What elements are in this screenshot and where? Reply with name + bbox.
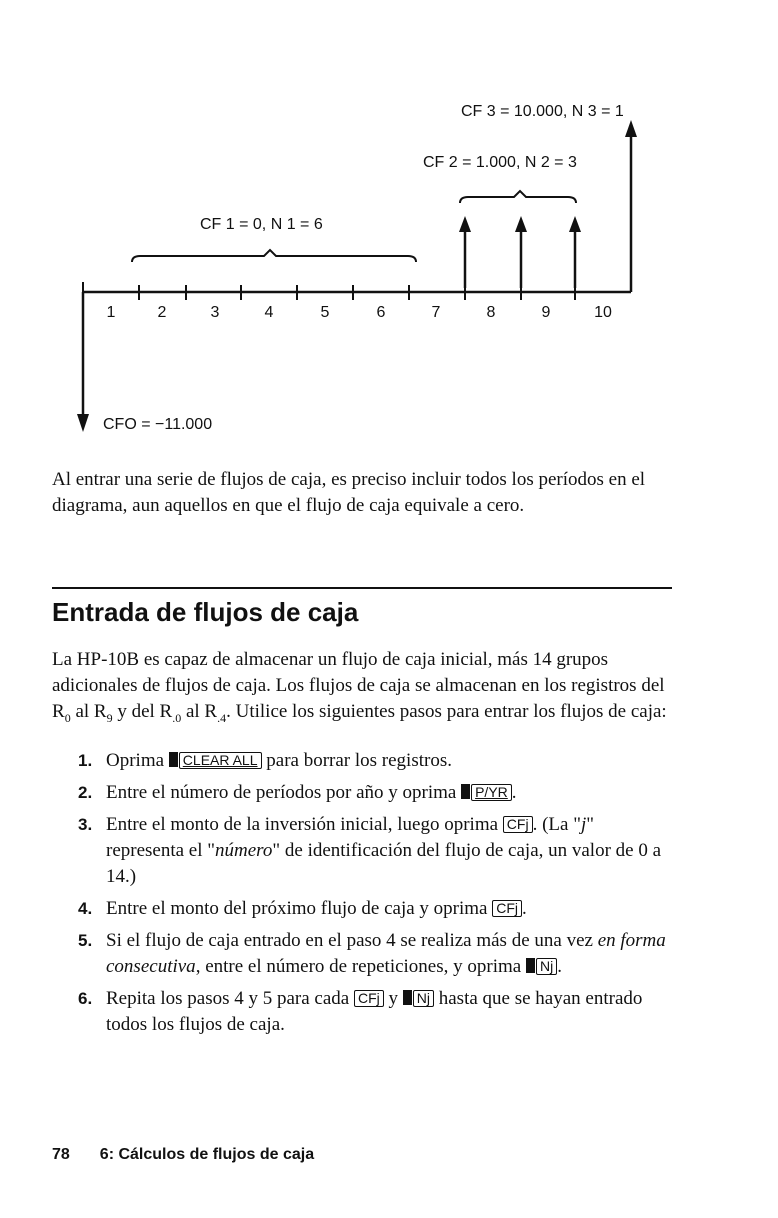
section-divider bbox=[52, 587, 672, 589]
chapter-title: 6: Cálculos de flujos de caja bbox=[99, 1146, 315, 1163]
period-label: 10 bbox=[594, 304, 612, 321]
steps-list bbox=[52, 748, 674, 1044]
page-footer bbox=[52, 1146, 314, 1164]
intro-paragraph: Al entrar una serie de flujos de caja, es preciso incluir todos los períodos en el diagrama, aun aquellos en que el flujo de caja equivale a cero. bbox=[52, 469, 646, 516]
cf2-label: CF 2 = 1.000, N 2 = 3 bbox=[423, 154, 577, 171]
cf3-label: CF 3 = 10.000, N 3 = 1 bbox=[461, 103, 624, 120]
step-number: 3. bbox=[78, 815, 93, 834]
step-item: 4. Entre el monto del próximo flujo de caja y oprima CFj . bbox=[52, 896, 674, 922]
step-number: 1. bbox=[78, 751, 93, 770]
p-yr-key: P/YR bbox=[471, 784, 512, 801]
cash-flow-diagram bbox=[0, 0, 778, 440]
cf1-bracket bbox=[132, 250, 416, 262]
nj-key: Nj bbox=[536, 958, 557, 975]
nj-key: Nj bbox=[413, 990, 434, 1007]
step-number: 5. bbox=[78, 931, 93, 950]
step-item: 3. Entre el monto de la inversión inicial, luego oprima CFj . (La "j" representa el "número" de identificación del flujo de caja, un valor de 0 a 14.) bbox=[78, 814, 662, 887]
cf1-label: CF 1 = 0, N 1 = 6 bbox=[200, 216, 323, 233]
period-label: 1 bbox=[106, 304, 116, 321]
page-number: 78 bbox=[52, 1146, 70, 1163]
step-number: 6. bbox=[78, 989, 93, 1008]
step-item: 6. Repita los pasos 4 y 5 para cada CFj y Nj hasta que se hayan entrado todos los flujos de caja. bbox=[78, 988, 643, 1035]
cfj-key: CFj bbox=[354, 990, 384, 1007]
period-label: 7 bbox=[431, 304, 441, 321]
cf0-label: CFO = −11.000 bbox=[103, 416, 213, 433]
section-paragraph: La HP-10B es capaz de almacenar un flujo de caja inicial, más 14 grupos adicionales de flujos de caja. Los flujos de caja se almacenan en los registros del $R_0$ al $R_9$ y del $R_{.0}$ al $R_{.4}$. Utilice los siguientes pasos para entrar los flujos de caja: bbox=[52, 649, 667, 725]
shift-key-icon bbox=[461, 784, 470, 799]
period-label: 6 bbox=[376, 304, 386, 321]
cfj-key: CFj bbox=[503, 816, 533, 833]
period-label: 9 bbox=[541, 304, 551, 321]
step-number: 2. bbox=[78, 783, 93, 802]
period-label: 3 bbox=[210, 304, 220, 321]
step-item: 1. Oprima CLEAR ALL para borrar los registros. bbox=[52, 748, 674, 774]
cf2-bracket bbox=[460, 191, 576, 203]
period-label: 5 bbox=[320, 304, 330, 321]
section-heading: Entrada de flujos de caja bbox=[52, 597, 359, 627]
step-item: 5. Si el flujo de caja entrado en el paso 4 se realiza más de una vez en forma consecutiva, entre el número de repeticiones, y oprima Nj . bbox=[78, 930, 666, 977]
shift-key-icon bbox=[526, 958, 535, 973]
cfj-key: CFj bbox=[492, 900, 522, 917]
clear-all-key: CLEAR ALL bbox=[179, 752, 262, 769]
step-item: 2. Entre el número de períodos por año y oprima P/YR . bbox=[52, 780, 674, 806]
shift-key-icon bbox=[403, 990, 412, 1005]
period-label: 2 bbox=[157, 304, 167, 321]
step-number: 4. bbox=[78, 899, 93, 918]
period-label: 4 bbox=[264, 304, 274, 321]
shift-key-icon bbox=[169, 752, 178, 767]
period-label: 8 bbox=[486, 304, 496, 321]
